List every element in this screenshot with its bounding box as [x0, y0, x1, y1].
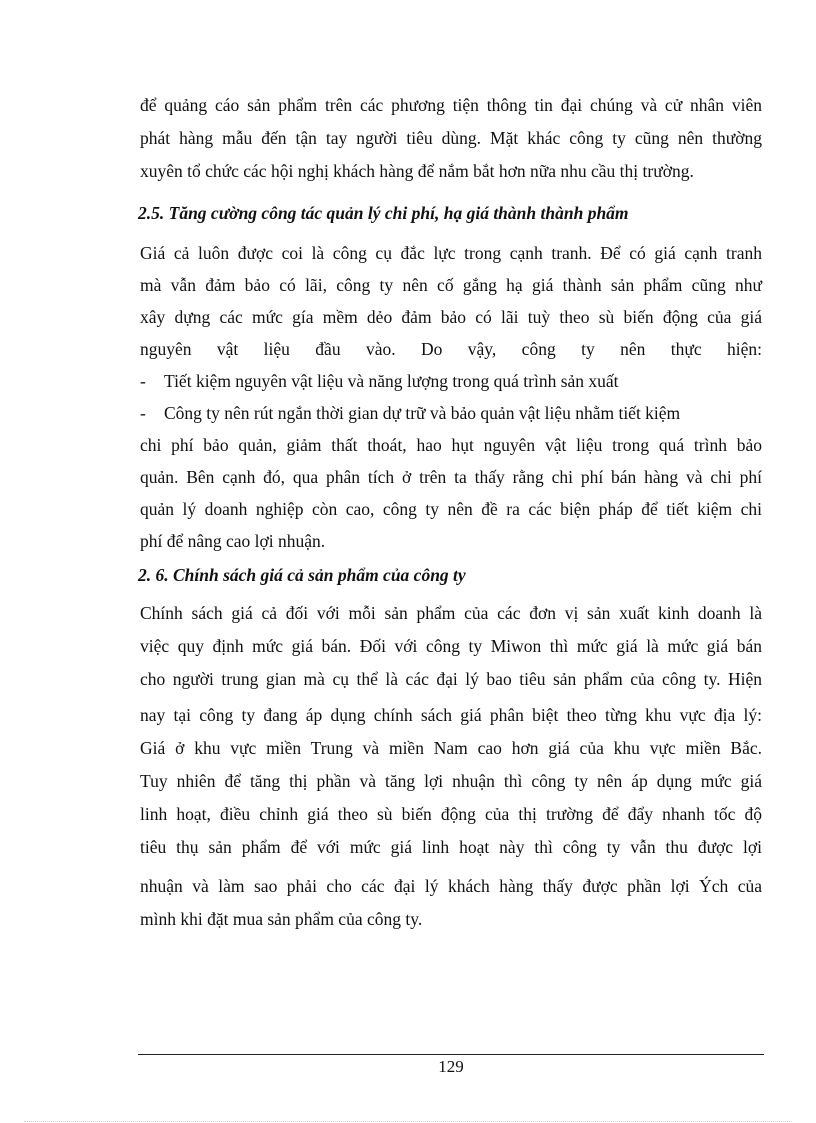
- page-number: 129: [438, 1057, 464, 1076]
- section-heading-2-5: 2.5. Tăng cường công tác quản lý chi phí, hạ giá thành thành phẩm: [138, 203, 629, 223]
- paragraph-line: xuyên tổ chức các hội nghị khách hàng để nắm bắt hơn nữa nhu cầu thị trường.: [140, 161, 694, 181]
- bullet-text: Công ty nên rút ngắn thời gian dự trữ và bảo quản vật liệu nhằm tiết kiệm: [164, 403, 681, 423]
- paragraph-line: nguyên vật liệu đầu vào. Do vậy, công ty nên thực hiện:: [140, 339, 762, 359]
- paragraph-line: phát hàng mẫu đến tận tay người tiêu dùng. Mặt khác công ty cũng nên thường: [140, 128, 762, 148]
- paragraph-line: việc quy định mức giá bán. Đối với công ty Miwon thì mức giá là mức giá bán: [140, 636, 762, 656]
- bullet-dash: -: [140, 371, 146, 391]
- paragraph-line: quản. Bên cạnh đó, qua phân tích ở trên ta thấy rằng chi phí bán hàng và chi phí: [140, 467, 762, 487]
- paragraph-line: tiêu thụ sản phẩm để với mức giá linh hoạt này thì công ty vẫn thu được lợi: [140, 837, 762, 857]
- bullet-text: Tiết kiệm nguyên vật liệu và năng lượng trong quá trình sản xuất: [164, 371, 619, 391]
- paragraph-line: nay tại công ty đang áp dụng chính sách giá phân biệt theo từng khu vực địa lý:: [140, 705, 762, 725]
- paragraph-line: Giá cả luôn được coi là công cụ đắc lực trong cạnh tranh. Để có giá cạnh tranh: [140, 243, 762, 263]
- paragraph-line: mà vẫn đảm bảo có lãi, công ty nên cố gắng hạ giá thành sản phẩm cũng như: [140, 275, 762, 295]
- page-bottom-edge: [24, 1121, 792, 1122]
- paragraph-line: chi phí bảo quản, giảm thất thoát, hao hụt nguyên vật liệu trong quá trình bảo: [140, 435, 762, 455]
- paragraph-line: Chính sách giá cả đối với mỗi sản phẩm của các đơn vị sản xuất kinh doanh là: [140, 603, 762, 623]
- paragraph-line: Giá ở khu vực miền Trung và miền Nam cao hơn giá của khu vực miền Bắc.: [140, 738, 762, 758]
- paragraph-line: mình khi đặt mua sản phẩm của công ty.: [140, 909, 423, 929]
- bullet-dash: -: [140, 403, 146, 423]
- paragraph-line: để quảng cáo sản phẩm trên các phương tiện thông tin đại chúng và cử nhân viên: [140, 95, 762, 115]
- paragraph-line: linh hoạt, điều chỉnh giá theo sù biến động của thị trường để đẩy nhanh tốc độ: [140, 804, 762, 824]
- paragraph-line: quản lý doanh nghiệp còn cao, công ty nên đề ra các biện pháp để tiết kiệm chi: [140, 499, 762, 519]
- section-heading-2-6: 2. 6. Chính sách giá cả sản phẩm của công ty: [138, 565, 466, 585]
- paragraph-line: cho người trung gian mà cụ thể là các đại lý bao tiêu sản phẩm của công ty. Hiện: [140, 669, 762, 689]
- footer-rule: [138, 1054, 764, 1055]
- paragraph-line: xây dựng các mức gía mềm dẻo đảm bảo có lãi tuỳ theo sù biến động của giá: [140, 307, 762, 327]
- paragraph-line: nhuận và làm sao phải cho các đại lý khách hàng thấy được phần lợi Ých của: [140, 876, 762, 896]
- paragraph-line: Tuy nhiên để tăng thị phần và tăng lợi nhuận thì công ty nên áp dụng mức giá: [140, 771, 762, 791]
- paragraph-line: phí để nâng cao lợi nhuận.: [140, 531, 326, 551]
